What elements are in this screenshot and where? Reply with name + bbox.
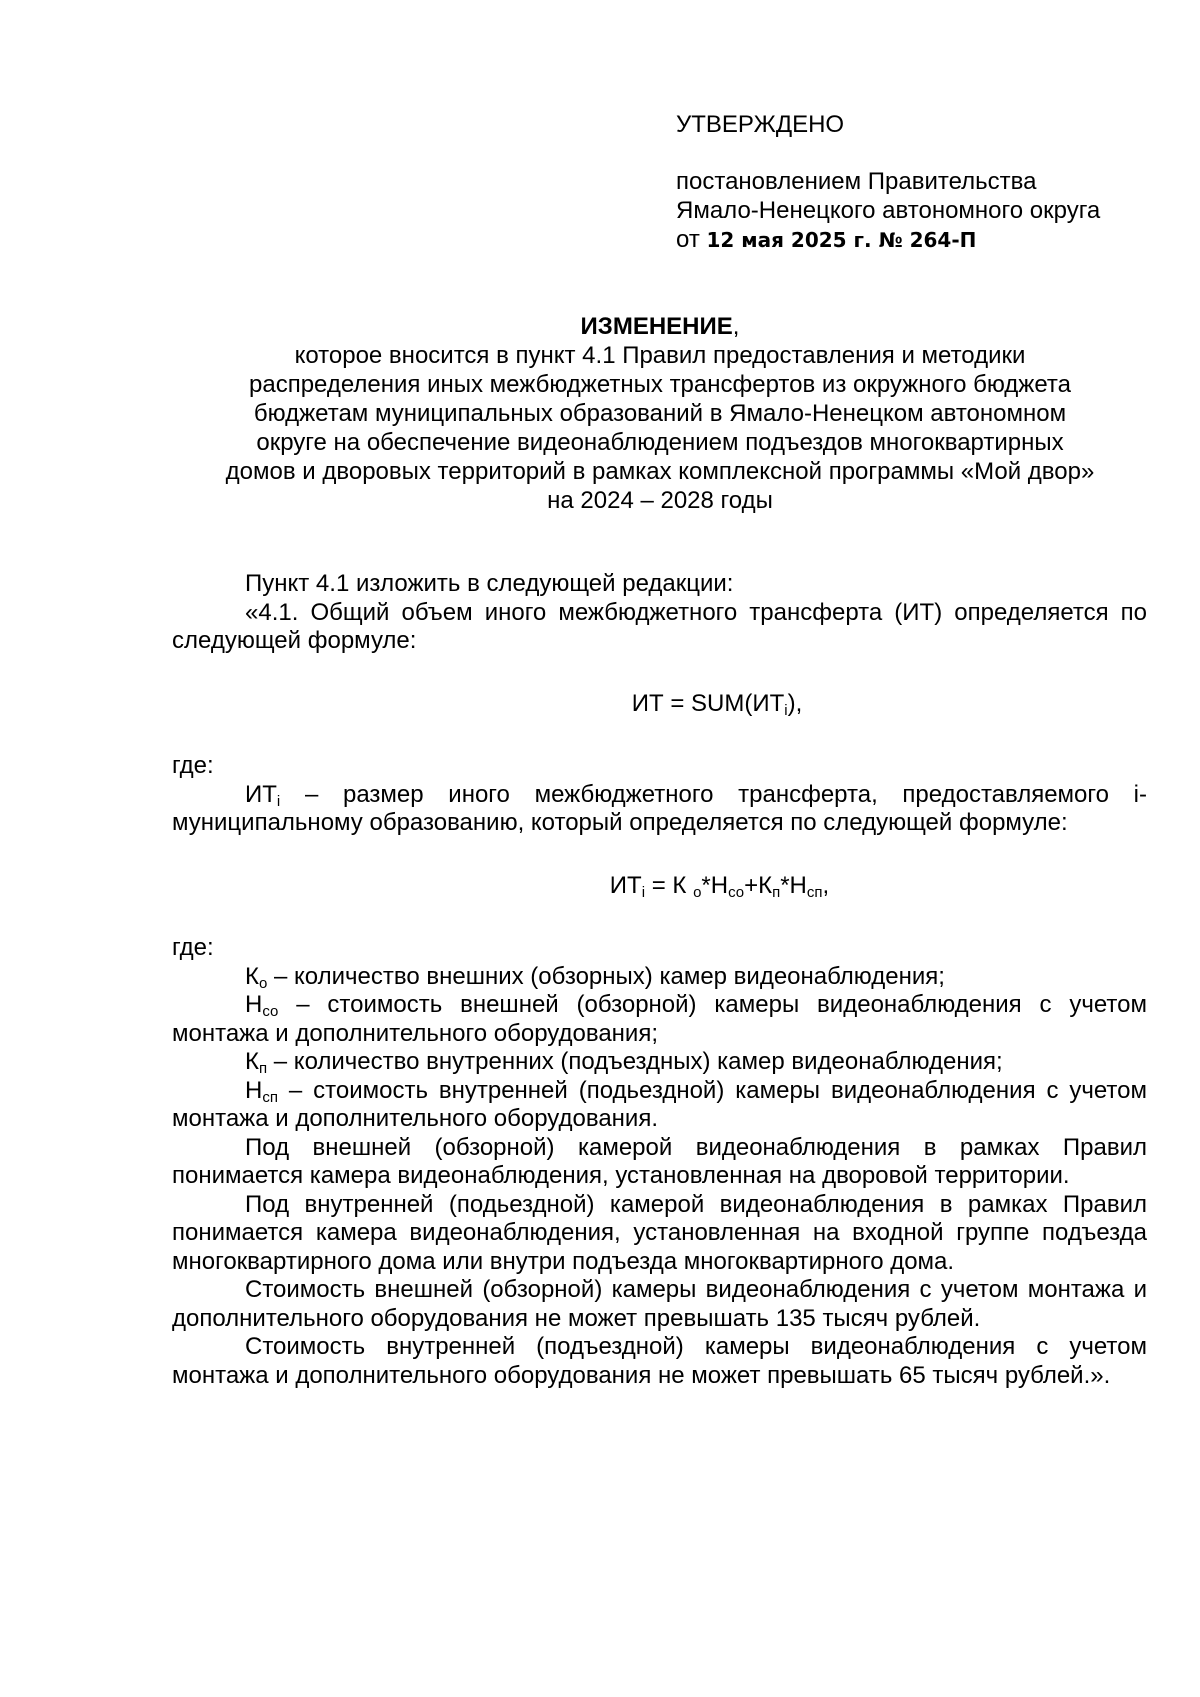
approval-line-1: постановлением Правительства bbox=[676, 168, 1037, 195]
paragraph-external-camera: Под внешней (обзорной) камерой видеонаблюдения в рамках Правил понимается камера видеонаблюдения, установленная на дворовой территории. bbox=[172, 1133, 1147, 1189]
approved-stamp: УТВЕРЖДЕНО bbox=[676, 111, 845, 138]
title-line-6: на 2024 – 2028 годы bbox=[547, 487, 773, 514]
definition-it-i: $ИТ_i$ – размер иного межбюджетного трансферта, предоставляемого i-муниципальному образованию, который определяется по следующей формуле: bbox=[172, 780, 1147, 836]
where-label-2: где: bbox=[172, 934, 214, 961]
definition-ncp: $Н_{сп}$ – стоимость внутренней (подьездной) камеры видеонаблюдения с учетом монтажа и дополнительного оборудования. bbox=[172, 1076, 1147, 1132]
paragraph-4-1: «4.1. Общий объем иного межбюджетного трансферта (ИТ) определяется по следующей формуле: bbox=[172, 598, 1147, 654]
approval-block bbox=[676, 110, 1100, 255]
formula-total: ИТ = $SUM(ИТ_i)$, bbox=[631, 689, 803, 719]
paragraph-intro: Пункт 4.1 изложить в следующей редакции: bbox=[245, 570, 734, 597]
title-line-5: домов и дворовых территорий в рамках комплексной программы «Мой двор» bbox=[225, 458, 1095, 485]
title-head-line bbox=[170, 312, 1150, 341]
title-line-1: которое вносится в пункт 4.1 Правил предоставления и методики bbox=[294, 342, 1026, 369]
approval-date-line bbox=[676, 225, 1100, 255]
title-head: ИЗМЕНЕНИЕ bbox=[580, 313, 733, 340]
document-title bbox=[170, 312, 1150, 515]
title-line-2: распределения иных межбюджетных трансфертов из окружного бюджета bbox=[249, 371, 1071, 398]
formula-it-i: $ИТ_i = К$ $_о*Н_{со}+К_п*Н_{сп}$, bbox=[609, 871, 830, 901]
definition-nco: $Н_{со}$ – стоимость внешней (обзорной) камеры видеонаблюдения с учетом монтажа и дополнительного оборудования; bbox=[172, 991, 1147, 1047]
approval-line-2: Ямало-Ненецкого автономного округа bbox=[676, 197, 1101, 224]
title-line-4: округе на обеспечение видеонаблюдением подъездов многоквартирных bbox=[256, 429, 1064, 456]
definition-ko: $К_о$ – количество внешних (обзорных) камер видеонаблюдения; bbox=[245, 962, 945, 992]
document-body bbox=[172, 570, 1147, 1390]
approval-from: от bbox=[676, 226, 707, 253]
approval-number: 12 мая 2025 г. № 264-П bbox=[706, 228, 977, 252]
definition-kp: $К_п$ – количество внутренних (подъездных) камер видеонаблюдения; bbox=[245, 1048, 1003, 1077]
paragraph-internal-cost: Стоимость внутренней (подъездной) камеры видеонаблюдения с учетом монтажа и дополнительного оборудования не может превышать 65 тысяч рублей.». bbox=[172, 1333, 1147, 1389]
where-label-1: где: bbox=[172, 752, 214, 779]
paragraph-internal-camera: Под внутренней (подьездной) камерой видеонаблюдения в рамках Правил понимается камера видеонаблюдения, установленная на входной группе подъезда многоквартирного дома или внутри подъезда многоквартирного дома. bbox=[172, 1190, 1147, 1275]
paragraph-external-cost: Стоимость внешней (обзорной) камеры видеонаблюдения с учетом монтажа и дополнительного оборудования не может превышать 135 тысяч рублей. bbox=[172, 1276, 1147, 1332]
title-comma: , bbox=[732, 313, 740, 340]
title-line-3: бюджетам муниципальных образований в Ямало-Ненецком автономном bbox=[253, 400, 1067, 427]
